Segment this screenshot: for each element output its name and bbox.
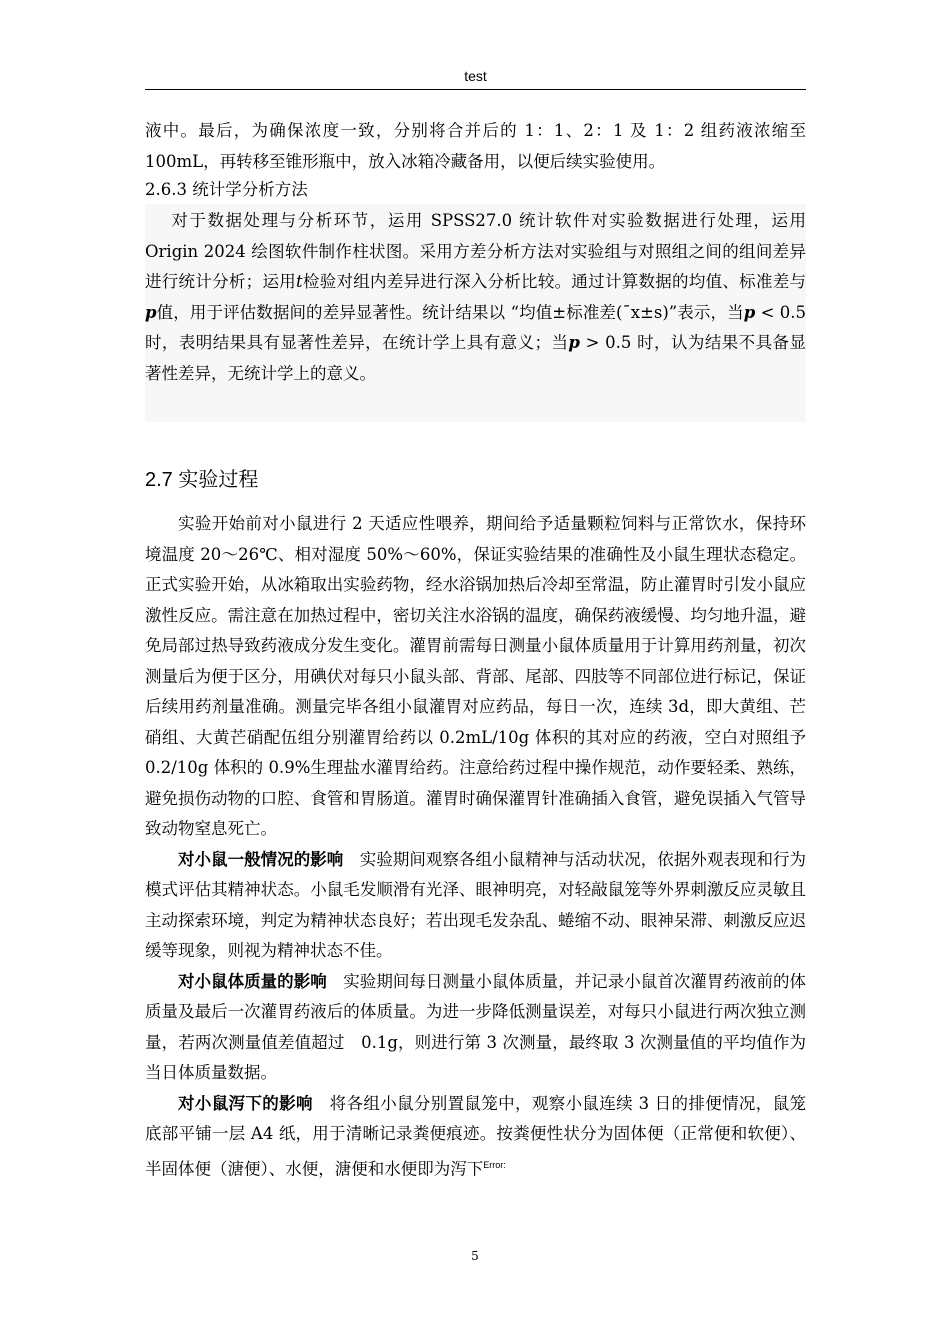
paragraph-diarrhea: 对小鼠泻下的影响 将各组小鼠分别置鼠笼中，观察小鼠连续 3 日的排便情况，鼠笼底部平铺一层 A4 纸，用于清晰记录粪便痕迹。按粪便性状分为固体便（正常便和软便）、半固体便（溏便）、水便，溏便和水便即为泻下$^{Error:}$ (145, 1093, 806, 1178)
p-symbol: p (568, 333, 580, 352)
page-header: test (145, 68, 806, 90)
page-number: 5 (471, 1249, 479, 1263)
paragraph-general-condition: 对小鼠一般情况的影响 实验期间观察各组小鼠精神与活动状况，依据外观表现和行为模式评估其精神状态。小鼠毛发顺滑有光泽、眼神明亮，对轻敲鼠笼等外界刺激反应灵敏且主动探索环境，判定为精神状态良好；若出现毛发杂乱、蜷缩不动、眼神呆滞、刺激反应迟缓等现象，则视为精神状态不佳。 (145, 849, 807, 960)
paragraph-statistics: 对于数据处理与分析环节，运用 SPSS27.0 统计软件对实验数据进行处理，运用 Origin 2024 绘图软件制作柱状图。采用方差分析方法对实验组与对照组之间的组间差异进行统计分析；运用t检验对组内差异进行深入分析比较。通过计算数据的均值、标准差与p值，用于评估数据间的差异显著性。统计结果以 “均值±标准差(¯x±s)”表示，当p < 0.5 时，表明结果具有显著性差异，在统计学上具有意义；当p > 0.5 时，认为结果不具备显著性差异，无统计学上的意义。 (145, 211, 807, 383)
heading-2-7: 2.7 实验过程 (145, 469, 259, 491)
subheading-general-condition: 对小鼠一般情况的影响 (178, 849, 344, 869)
p-symbol: p (145, 302, 157, 322)
reference-error: Error: (483, 1159, 506, 1170)
section-experiment-process (145, 509, 806, 1185)
t-symbol: t (296, 272, 303, 291)
p-symbol: p (743, 302, 756, 322)
paragraph-preparation-end: 液中。最后，为确保浓度一致，分别将合并后的 1：1、2：1 及 1：2 组药液浓缩至 100mL，再转移至锥形瓶中，放入冰箱冷藏备用，以便后续实验使用。 (145, 121, 806, 171)
paragraph-body-weight: 对小鼠体质量的影响 实验期间每日测量小鼠体质量，并记录小鼠首次灌胃药液前的体质量及最后一次灌胃药液后的体质量。为进一步降低测量误差，对每只小鼠进行两次独立测量，若两次测量值差值超过 0.1g，则进行第 3 次测量，最终取 3 次测量值的平均值作为当日体质量数据。 (145, 971, 807, 1082)
paragraph-process: 实验开始前对小鼠进行 2 天适应性喂养，期间给予适量颗粒饲料与正常饮水，保持环境温度 20～26℃、相对湿度 50%～60%，保证实验结果的准确性及小鼠生理状态稳定。正式实验开始，从冰箱取出实验药物，经水浴锅加热后冷却至常温，防止灌胃时引发小鼠应激性反应。需注意在加热过程中，密切关注水浴锅的温度，确保药液缓慢、均匀地升温，避免局部过热导致药液成分发生变化。灌胃前需每日测量小鼠体质量用于计算用药剂量，初次测量后为便于区分，用碘伏对每只小鼠头部、背部、尾部、四肢等不同部位进行标记，保证后续用药剂量准确。测量完毕各组小鼠灌胃对应药品，每日一次，连续 3d，即大黄组、芒硝组、大黄芒硝配伍组分别灌胃给药以 0.2mL/10g 体积的其对应的药液，空白对照组予 0.2/10g 体积的 0.9%生理盐水灌胃给药。注意给药过程中操作规范，动作要轻柔、熟练，避免损伤动物的口腔、食管和胃肠道。灌胃时确保灌胃针准确插入食管，避免误插入气管导致动物窒息死亡。 (145, 514, 806, 838)
heading-2-6-3: 2.6.3 统计学分析方法 (145, 180, 308, 199)
subheading-diarrhea: 对小鼠泻下的影响 (178, 1093, 313, 1113)
subheading-body-weight: 对小鼠体质量的影响 (178, 971, 327, 991)
